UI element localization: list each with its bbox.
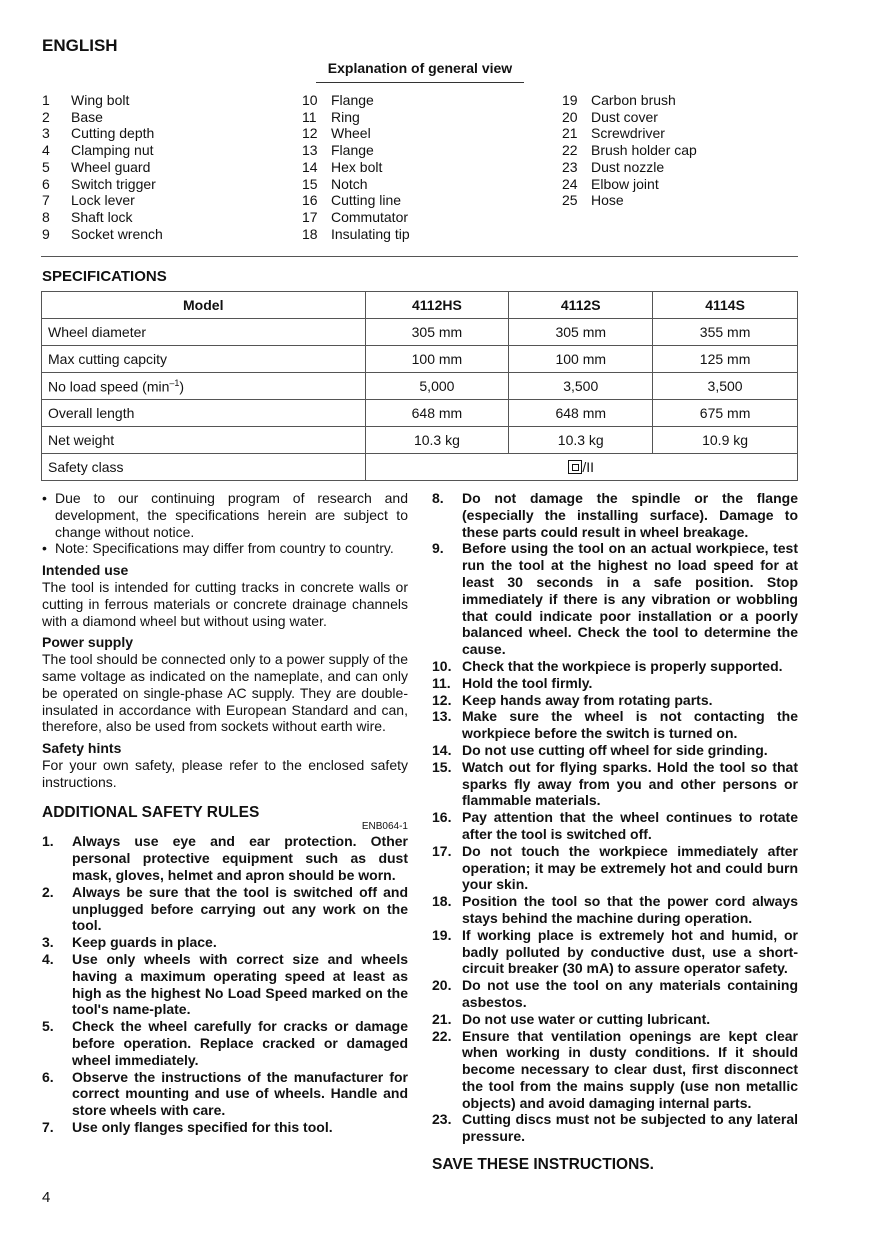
rule-text: Do not use the tool on any materials containing asbestos. [462,977,798,1010]
part-item [562,125,802,142]
spec-header-cell: Model [42,292,366,319]
language-heading: ENGLISH [42,36,118,55]
spec-value: 648 mm [365,400,509,427]
speed-unit-close: ) [179,378,185,395]
part-number: 13 [302,142,318,159]
rule-text: Check that the workpiece is properly supported. [462,657,783,674]
rule-text: Hold the tool firmly. [462,674,593,691]
spec-label: Net weight [42,427,366,454]
spec-value: 10.3 kg [365,427,509,454]
part-item [562,109,802,126]
part-label: Carbon brush [591,92,676,108]
part-number: 14 [302,158,318,175]
part-label: Dust nozzle [591,158,665,175]
safety-rule [432,692,798,709]
safety-rule [42,1119,408,1136]
part-number: 1 [42,92,50,108]
part-label: Clamping nut [71,142,154,159]
spec-row [42,373,798,400]
safety-rule [432,1011,798,1028]
rule-text: Pay attention that the wheel continues to rotate after the tool is switched off. [462,809,798,842]
part-item [302,159,542,176]
doc-code: ENB064-1 [361,821,408,833]
spec-value: 305 mm [365,319,509,346]
part-item [562,176,802,193]
part-label: Cutting line [331,192,402,209]
part-number: 25 [562,192,578,209]
spec-value: 3,500 [653,373,798,400]
rule-text: Observe the instructions of the manufacturer for correct mounting and use of wheels. Handle and store wheels with care. [72,1068,408,1119]
part-item [42,92,282,109]
part-label: Wheel guard [71,158,151,175]
part-label: Dust cover [591,108,658,125]
parts-list-col1 [42,92,282,242]
spec-row [42,346,798,373]
spec-value: 10.9 kg [653,427,798,454]
safety-rule [432,540,798,658]
part-number: 9 [42,225,50,242]
spec-label: Overall length [42,400,366,427]
part-label: Flange [331,142,374,159]
safety-rule [432,675,798,692]
safety-rule [42,1069,408,1119]
part-item [302,209,542,226]
spec-value: 648 mm [509,400,653,427]
safety-rule [432,708,798,742]
safety-rule [432,927,798,977]
specifications-heading: SPECIFICATIONS [42,268,167,285]
rule-number: 4. [42,950,54,967]
part-item [42,125,282,142]
spec-header-cell: 4112HS [365,292,509,319]
spec-header-cell: 4112S [509,292,653,319]
safety-rule [42,951,408,1018]
part-number: 16 [302,192,318,209]
part-label: Notch [331,175,368,192]
part-label: Commutator [331,208,409,225]
spec-value: 100 mm [365,346,509,373]
safety-rule [432,977,798,1011]
rule-number: 16. [432,809,452,826]
part-item [42,209,282,226]
rule-text: Keep hands away from rotating parts. [462,691,713,708]
bullet-item: • Note: Specifications may differ from country to country. [42,540,394,557]
safety-rule [432,893,798,927]
part-label: Wing bolt [71,92,130,108]
part-number: 7 [42,192,50,209]
rule-text: Do not damage the spindle or the flange (especially the installing surface). Damage to these parts could result in wheel breakage. [462,490,798,540]
part-number: 3 [42,125,50,142]
rule-text: Do not use water or cutting lubricant. [462,1010,711,1027]
part-number: 20 [562,108,578,125]
intended-use-text: The tool is intended for cutting tracks in concrete walls or cutting in ferrous materials or concrete drainage channels with a diamond wheel but without using water. [42,578,408,629]
bullet-text: Note: Specifications may differ from country to country. [55,540,394,557]
rule-number: 1. [42,833,54,850]
part-label: Cutting depth [71,125,155,142]
part-item [302,142,542,159]
rule-number: 22. [432,1027,452,1044]
part-item [42,109,282,126]
part-item [302,109,542,126]
parts-list-col3 [562,92,802,209]
rule-number: 2. [42,883,54,900]
rule-number: 20. [432,977,452,994]
part-number: 19 [562,92,578,108]
safety-rule [42,1018,408,1068]
part-item [562,142,802,159]
part-number: 10 [302,92,318,108]
part-number: 22 [562,142,578,159]
safety-rule [432,759,798,809]
safety-rule [42,884,408,934]
rule-number: 5. [42,1018,54,1035]
rules-list-left [42,833,408,1135]
rule-text: Always be sure that the tool is switched off and unplugged before carrying out any work on the tool. [72,883,408,934]
right-column [432,490,798,1174]
safety-rule [432,809,798,843]
spec-label [42,373,366,400]
rule-text: Always use eye and ear protection. Other personal protective equipment such as dust mask, gloves, helmet and apron should be worn. [72,833,408,883]
rule-number: 19. [432,926,452,943]
spec-row [42,319,798,346]
rule-text: Watch out for flying sparks. Hold the tool so that sparks fly away from you and other persons or flammable materials. [462,758,798,809]
safety-rule [432,658,798,675]
rule-number: 11. [432,674,451,691]
safety-hints-text: For your own safety, please refer to the enclosed safety instructions. [42,756,408,790]
safety-hints-heading: Safety hints [42,740,122,757]
part-number: 8 [42,208,50,225]
section-divider [41,256,798,257]
rule-number: 7. [42,1118,54,1135]
speed-label-text: No load speed (min [48,378,170,395]
bullet-text: Due to our continuing program of research and development, the specifications herein are subject to change without notice. [55,490,408,540]
additional-safety-heading: ADDITIONAL SAFETY RULES [42,803,260,821]
general-view-title: Explanation of general view [316,60,524,83]
save-instructions-heading: SAVE THESE INSTRUCTIONS. [432,1156,654,1174]
parts-list-col2 [302,92,542,242]
power-supply-heading: Power supply [42,634,134,651]
spec-value: 5,000 [365,373,509,400]
power-supply-text: The tool should be connected only to a power supply of the same voltage as indicated on the nameplate, and can only be operated on single-phase AC supply. They are double-insulated in accordance with European Standard and can, therefore, also be used from sockets without earth wire. [42,651,408,735]
spec-label: Wheel diameter [42,319,366,346]
part-label: Wheel [331,125,371,142]
rule-text: Position the tool so that the power cord always stays behind the machine during operation. [462,893,798,926]
part-number: 6 [42,175,50,192]
rule-text: Use only flanges specified for this tool. [72,1118,333,1135]
spec-header-row [42,292,798,319]
rule-number: 14. [432,741,452,758]
left-column [42,490,408,1136]
rule-text: Keep guards in place. [72,934,217,951]
specifications-table [41,291,798,481]
part-item [562,192,802,209]
part-item [302,192,542,209]
part-item [562,159,802,176]
part-label: Elbow joint [591,175,659,192]
rule-number: 12. [432,691,452,708]
part-number: 21 [562,125,578,142]
spec-value [365,454,798,481]
part-number: 11 [302,108,317,125]
rule-number: 9. [432,540,444,557]
spec-row [42,454,798,481]
safety-rule [42,934,408,951]
part-label: Flange [331,92,374,108]
part-item [42,226,282,243]
rule-text: Do not touch the workpiece immediately after operation; it may be extremely hot and could burn your skin. [462,842,798,893]
rule-number: 8. [432,490,444,506]
rule-number: 10. [432,657,452,674]
part-item [302,92,542,109]
part-label: Insulating tip [331,225,410,242]
spec-value: 3,500 [509,373,653,400]
part-label: Ring [331,108,360,125]
part-label: Hose [591,192,624,209]
safety-rule [432,742,798,759]
rules-list-right [432,490,798,1145]
part-label: Shaft lock [71,208,133,225]
intended-use-heading: Intended use [42,562,129,579]
rule-number: 3. [42,934,54,951]
spec-row [42,427,798,454]
part-number: 15 [302,175,318,192]
part-label: Brush holder cap [591,142,697,159]
part-item [42,176,282,193]
speed-unit-sup: –1 [169,377,180,388]
rule-text: Do not use cutting off wheel for side grinding. [462,741,768,758]
part-number: 4 [42,142,50,159]
part-number: 12 [302,125,318,142]
part-label: Hex bolt [331,158,383,175]
part-item [302,176,542,193]
part-item [42,192,282,209]
safety-rule [42,833,408,883]
spec-value: 355 mm [653,319,798,346]
safety-rule [432,843,798,893]
part-label: Base [71,108,103,125]
rule-text: Ensure that ventilation openings are kept clear when working in dusty conditions. If it should become necessary to clear dust, first disconnect the tool from the mains supply (use non metallic objects) and avoid damaging internal parts. [462,1027,798,1111]
rule-text: Check the wheel carefully for cracks or damage before operation. Replace cracked or damaged wheel immediately. [72,1018,408,1068]
rule-number: 17. [432,842,452,859]
part-label: Screwdriver [591,125,665,142]
part-number: 17 [302,208,318,225]
spec-label: Safety class [42,454,366,481]
rule-number: 15. [432,758,452,775]
part-item [562,92,802,109]
spec-value: 125 mm [653,346,798,373]
spec-value: 100 mm [509,346,653,373]
part-item [302,226,542,243]
part-label: Socket wrench [71,225,163,242]
rule-text: Before using the tool on an actual workpiece, test run the tool at the highest no load speed for at least 30 seconds in a safe position. Stop immediately if there is any vibration or wobbling that could indicate poor installation or a poorly balanced wheel. Check the tool to determine the cause. [462,540,798,658]
part-number: 23 [562,158,578,175]
part-item [42,142,282,159]
bullet-item: • Due to our continuing program of research and development, the specifications herein are subject to change without notice. [42,490,408,540]
part-label: Lock lever [71,192,135,209]
spec-value: 10.3 kg [509,427,653,454]
rule-text: If working place is extremely hot and humid, or badly polluted by conductive dust, use a short-circuit breaker (30 mA) to assure operator safety. [462,926,798,977]
rule-text: Make sure the wheel is not contacting the workpiece before the switch is turned on. [462,708,798,742]
rule-text: Use only wheels with correct size and wheels having a maximum operating speed at least as high as the highest No Load Speed marked on the tool's name-plate. [72,950,408,1018]
page-number: 4 [42,1189,51,1206]
part-number: 24 [562,175,578,192]
part-label: Switch trigger [71,175,156,192]
spec-label: Max cutting capcity [42,346,366,373]
rule-text: Cutting discs must not be subjected to any lateral pressure. [462,1111,798,1145]
part-item [302,125,542,142]
spec-row [42,400,798,427]
spec-value: 675 mm [653,400,798,427]
part-item [42,159,282,176]
double-insulation-icon [568,460,582,474]
rule-number: 18. [432,893,452,910]
part-number: 2 [42,108,50,125]
rule-number: 21. [432,1010,452,1027]
part-number: 18 [302,225,318,242]
rule-number: 23. [432,1111,452,1128]
rule-number: 13. [432,708,452,725]
spec-value: 305 mm [509,319,653,346]
part-number: 5 [42,158,50,175]
safety-rule [432,490,798,540]
safety-rule [432,1111,798,1145]
safety-rule [432,1028,798,1112]
spec-header-cell: 4114S [653,292,798,319]
rule-number: 6. [42,1068,54,1085]
safety-class-value: /II [582,459,595,475]
